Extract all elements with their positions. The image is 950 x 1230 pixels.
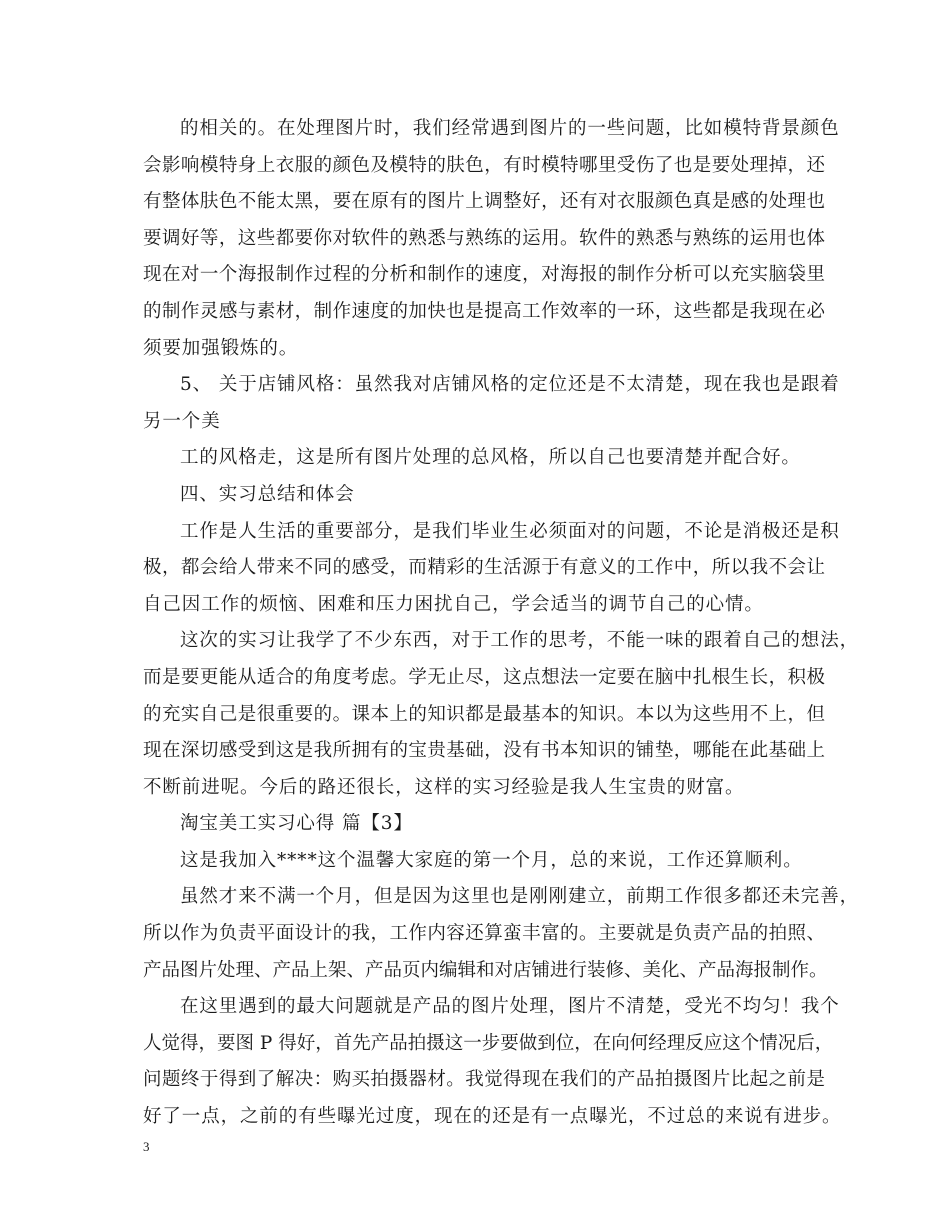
text-line: 这次的实习让我学了不少东西，对于工作的思考，不能一味的跟着自己的想法， xyxy=(180,630,860,652)
text-line: 会影响模特身上衣服的颜色及模特的肤色，有时模特哪里受伤了也是要处理掉，还 xyxy=(143,154,825,176)
text-line: 有整体肤色不能太黑，要在原有的图片上调整好，还有对衣服颜色真是感的处理也 xyxy=(143,191,825,213)
text-line: 现在对一个海报制作过程的分析和制作的速度，对海报的制作分析可以充实脑袋里 xyxy=(143,264,825,286)
text-line: 而是要更能从适合的角度考虑。学无止尽，这点想法一定要在脑中扎根生长，积极 xyxy=(143,666,825,688)
text-line: 人觉得，要图 P 得好，首先产品拍摄这一步要做到位，在向何经理反应这个情况后， xyxy=(143,1032,834,1054)
text-line: 另一个美 xyxy=(143,410,221,432)
text-line: 这是我加入****这个温馨大家庭的第一个月，总的来说，工作还算顺利。 xyxy=(180,849,803,871)
text-line: 不断前进呢。今后的路还很长，这样的实习经验是我人生宝贵的财富。 xyxy=(143,776,745,798)
text-line: 淘宝美工实习心得 篇【3】 xyxy=(180,813,413,835)
text-line: 在这里遇到的最大问题就是产品的图片处理，图片不清楚，受光不均匀！我个 xyxy=(180,996,840,1018)
text-line: 自己因工作的烦恼、困难和压力困扰自己，学会适当的调节自己的心情。 xyxy=(143,593,764,615)
document-body xyxy=(143,111,860,1136)
text-line: 所以作为负责平面设计的我，工作内容还算蛮丰富的。主要就是负责产品的拍照、 xyxy=(143,923,825,945)
text-line: 工作是人生活的重要部分，是我们毕业生必须面对的问题，不论是消极还是积 xyxy=(180,520,840,542)
text-line: 的相关的。在处理图片时，我们经常遇到图片的一些问题，比如模特背景颜色 xyxy=(180,118,840,139)
text-line: 虽然才来不满一个月，但是因为这里也是刚刚建立，前期工作很多都还未完善， xyxy=(180,886,860,908)
text-line: 的制作灵感与素材，制作速度的加快也是提高工作效率的一环，这些都是我现在必 xyxy=(143,300,825,322)
text-line: 须要加强锻炼的。 xyxy=(143,337,299,359)
text-line: 工的风格走，这是所有图片处理的总风格，所以自己也要清楚并配合好。 xyxy=(180,447,801,469)
text-line: 好了一点，之前的有些曝光过度，现在的还是有一点曝光，不过总的来说有进步。 xyxy=(143,1106,842,1128)
text-line: 问题终于得到了解决：购买拍摄器材。我觉得现在我们的产品拍摄图片比起之前是 xyxy=(143,1069,825,1091)
text-line: 要调好等，这些都要你对软件的熟悉与熟练的运用。软件的熟悉与熟练的运用也体 xyxy=(143,227,825,249)
text-line: 5、 关于店铺风格：虽然我对店铺风格的定位还是不太清楚，现在我也是跟着 xyxy=(180,374,840,396)
text-line: 现在深切感受到这是我所拥有的宝贵基础，没有书本知识的铺垫，哪能在此基础上 xyxy=(143,740,825,762)
text-line: 四、实习总结和体会 xyxy=(180,483,355,505)
text-line: 产品图片处理、产品上架、产品页内编辑和对店铺进行装修、美化、产品海报制作。 xyxy=(143,959,828,981)
text-line: 的充实自己是很重要的。课本上的知识都是最基本的知识。本以为这些用不上，但 xyxy=(143,703,825,725)
text-line: 极，都会给人带来不同的感受，而精彩的生活源于有意义的工作中，所以我不会让 xyxy=(143,557,825,579)
page-number: 3 xyxy=(143,1139,150,1154)
